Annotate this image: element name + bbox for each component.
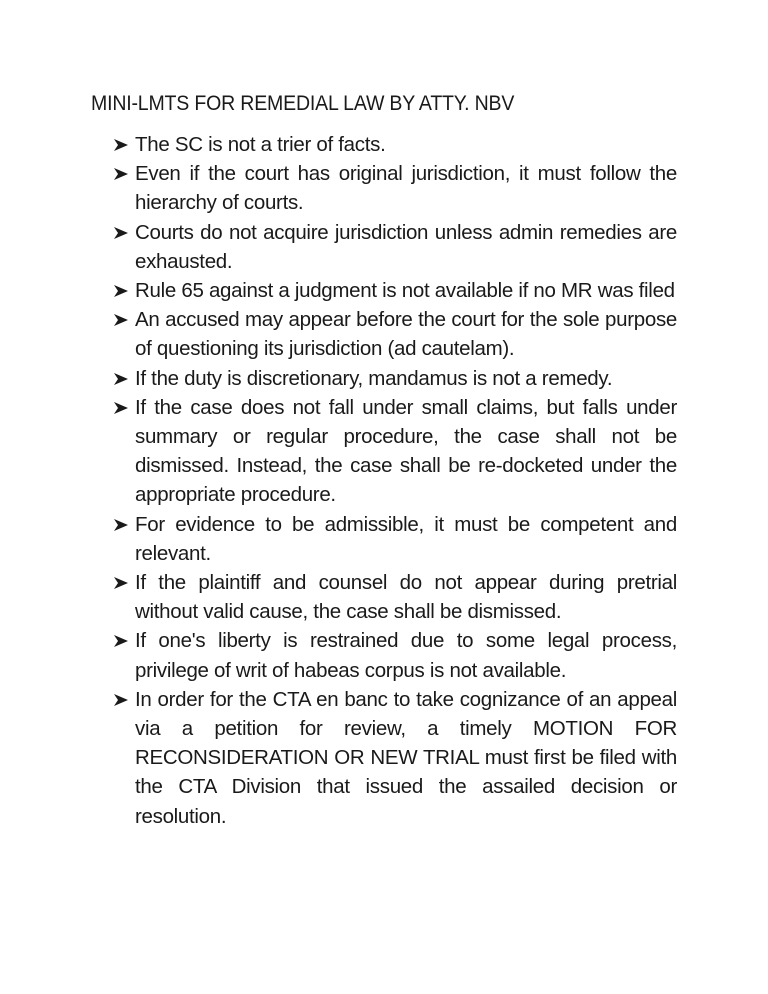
list-item-text: The SC is not a trier of facts. [135, 133, 386, 156]
list-item-text: If the plaintiff and counsel do not appear during pretrial without valid cause, the case shall be dismissed. [135, 571, 677, 624]
list-item-text: Rule 65 against a judgment is not available if no MR was filed [135, 279, 675, 303]
arrowhead-bullet-icon [113, 401, 129, 415]
arrowhead-bullet-icon [113, 138, 129, 152]
arrowhead-bullet-icon [113, 313, 129, 327]
arrowhead-bullet-icon [113, 226, 129, 240]
list-item-text: If the duty is discretionary, mandamus is not a remedy. [135, 366, 613, 390]
arrowhead-bullet-icon [113, 167, 129, 181]
arrowhead-bullet-icon [113, 518, 129, 532]
list-item-text: An accused may appear before the court for the sole purpose of questioning its jurisdiction (ad cautelam). [135, 308, 677, 361]
document-title: MINI-LMTS FOR REMEDIAL LAW BY ATTY. NBV [91, 92, 515, 115]
list-item [113, 364, 677, 393]
list-item [113, 626, 677, 684]
list-item [113, 218, 677, 276]
list-item-text: For evidence to be admissible, it must be competent and relevant. [135, 512, 677, 565]
list-item [113, 568, 677, 626]
arrowhead-bullet-icon [113, 693, 129, 707]
list-item-text: Courts do not acquire jurisdiction unless admin remedies are exhausted. [135, 220, 677, 273]
arrowhead-bullet-icon [113, 284, 129, 298]
list-item-text: Even if the court has original jurisdiction, it must follow the hierarchy of courts. [135, 162, 677, 215]
list-item [113, 510, 677, 568]
list-item-text: If one's liberty is restrained due to some legal process, privilege of writ of habeas corpus is not available. [135, 629, 677, 682]
list-item [113, 305, 677, 363]
arrowhead-bullet-icon [113, 576, 129, 590]
arrowhead-bullet-icon [113, 634, 129, 648]
list-item [113, 159, 677, 217]
list-item [113, 276, 677, 305]
list-item [113, 393, 677, 510]
list-item-text: In order for the CTA en banc to take cognizance of an appeal via a petition for review, a timely MOTION FOR RECONSIDERATION OR NEW TRIAL must first be filed with the CTA Division that issued the assailed decision or resolution. [135, 687, 677, 828]
list-item-text: If the case does not fall under small claims, but falls under summary or regular procedure, the case shall not be dismissed. Instead, the case shall be re-docketed under the appropriate procedure. [135, 395, 677, 507]
arrowhead-bullet-icon [113, 372, 129, 386]
bullet-list [113, 130, 677, 831]
list-item [113, 130, 677, 159]
list-item [113, 685, 677, 831]
